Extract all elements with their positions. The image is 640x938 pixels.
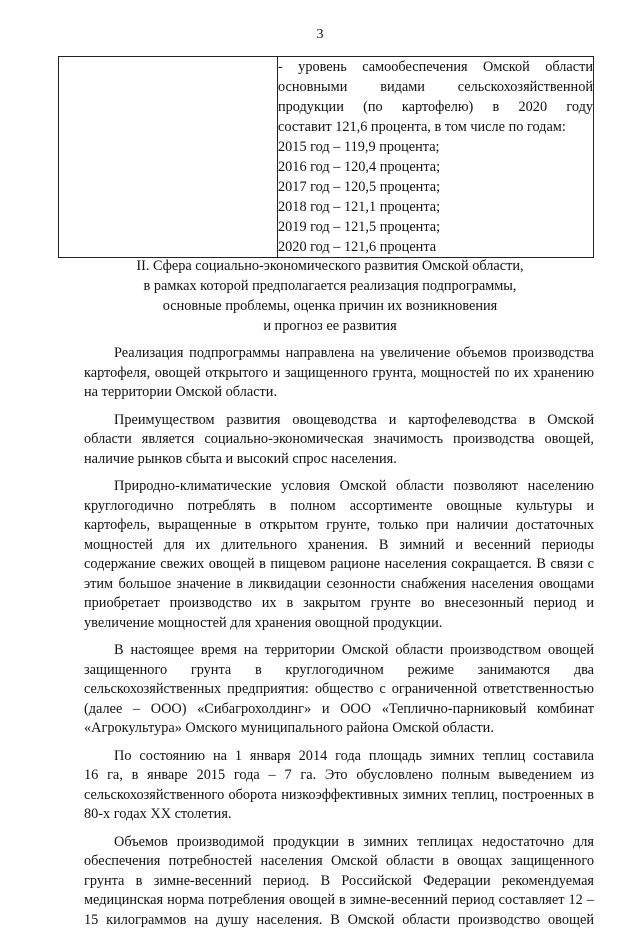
- paragraph: [84, 411, 594, 470]
- table-text-line: 2016 год – 120,4 процента;: [278, 159, 441, 175]
- table-text-line: 2015 год – 119,9 процента;: [278, 139, 440, 155]
- table-text-line: продукции (по картофелю) в 2020 году: [278, 99, 593, 115]
- text-line: мощностей для их длительного хранения. В зимний и весенний периоды: [84, 536, 594, 553]
- heading-line: в рамках которой предполагается реализация подпрограммы,: [143, 278, 517, 294]
- heading-line: основные проблемы, оценка причин их возникновения: [162, 298, 498, 314]
- text-line: По состоянию на 1 января 2014 года площадь зимних теплиц составила: [114, 747, 594, 764]
- table-text-line: составит 121,6 процента, в том числе по годам:: [278, 119, 566, 135]
- text-line: сельскохозяйственного оборота низкоэффективных зимних теплиц, построенных в: [84, 786, 594, 803]
- text-line: наличие рынков сбыта и высокий спрос населения.: [84, 450, 397, 467]
- text-line: круглогодично потреблять в полном ассортименте овощные культуры и: [84, 497, 594, 514]
- text-line: 16 га, в январе 2015 года – 7 га. Это обусловлено полным выведением из: [84, 767, 594, 783]
- text-line: Реализация подпрограммы направлена на увеличение объемов производства: [114, 345, 594, 361]
- table-text-line: - уровень самообеспечения Омской области: [278, 59, 593, 75]
- text-line: Природно-климатические условия Омской области позволяют населению: [114, 478, 594, 494]
- paragraph: [84, 344, 594, 403]
- text-line: на территории Омской области.: [84, 384, 278, 400]
- table-cell-empty: [59, 57, 278, 258]
- text-line: увеличение мощностей для хранения овощной продукции.: [84, 614, 443, 631]
- text-line: Преимуществом развития овощеводства и картофелеводства в Омской: [114, 411, 594, 428]
- table-cell-indicators: [278, 57, 594, 258]
- text-line: сельскохозяйственных предприятия: общество с ограниченной ответственностью: [84, 681, 594, 697]
- text-line: 15 килограммов на душу населения. В Омской области производство овощей: [84, 911, 594, 928]
- text-line: медицинская норма потребления овощей в зимне-весенний период составляет 12 –: [84, 892, 594, 908]
- paragraph: [84, 833, 594, 931]
- text-line: обеспечения потребностей населения Омской области в овощах защищенного: [84, 853, 594, 869]
- text-line: приобретает производство их в закрытом грунте во внесезонный период и: [84, 595, 594, 611]
- text-line: Объемов производимой продукции в зимних теплицах недостаточно для: [114, 833, 594, 850]
- paragraph: [84, 477, 594, 633]
- text-line: 80-х годах XX столетия.: [84, 806, 232, 822]
- table-row: [59, 57, 594, 258]
- text-line: этим большое значение в ликвидации сезонности снабжения населения овощами: [84, 575, 594, 592]
- text-line: области является социально-экономическая значимость производства овощей,: [84, 431, 594, 447]
- section-heading: [60, 256, 600, 336]
- text-line: защищенного грунта в круглогодичном режиме занимаются два: [84, 661, 594, 678]
- continuation-table: [58, 56, 594, 258]
- text-line: содержание свежих овощей в пищевом рационе населения сокращается. В связи с: [84, 556, 594, 572]
- table-text-line: 2018 год – 121,1 процента;: [278, 199, 441, 215]
- text-line: В настоящее время на территории Омской области производством овощей: [114, 642, 594, 658]
- text-line: «Агрокультура» Омского муниципального района Омской области.: [84, 720, 494, 736]
- heading-line: II. Сфера социально-экономического развития Омской области,: [136, 258, 524, 274]
- text-line: картофель, выращенные в открытом грунте, только при наличии достаточных: [84, 517, 594, 533]
- page-number: 3: [316, 27, 324, 42]
- paragraph: [84, 747, 594, 825]
- table-text-line: основными видами сельскохозяйственной: [278, 79, 593, 95]
- table-text-line: 2020 год – 121,6 процента: [278, 239, 437, 255]
- text-line: грунта в зимне-весенний период. В Российской Федерации рекомендуемая: [84, 872, 594, 889]
- text-line: (далее – ООО) «Сибагрохолдинг» и ООО «Теплично-парниковый комбинат: [84, 700, 594, 717]
- body-text: [84, 344, 594, 938]
- table-text-line: 2017 год – 120,5 процента;: [278, 179, 441, 195]
- text-line: картофеля, овощей открытого и защищенного грунта, мощностей по их хранению: [84, 364, 594, 381]
- paragraph: [84, 641, 594, 739]
- heading-line: и прогноз ее развития: [263, 318, 397, 334]
- table-text-line: 2019 год – 121,5 процента;: [278, 219, 441, 235]
